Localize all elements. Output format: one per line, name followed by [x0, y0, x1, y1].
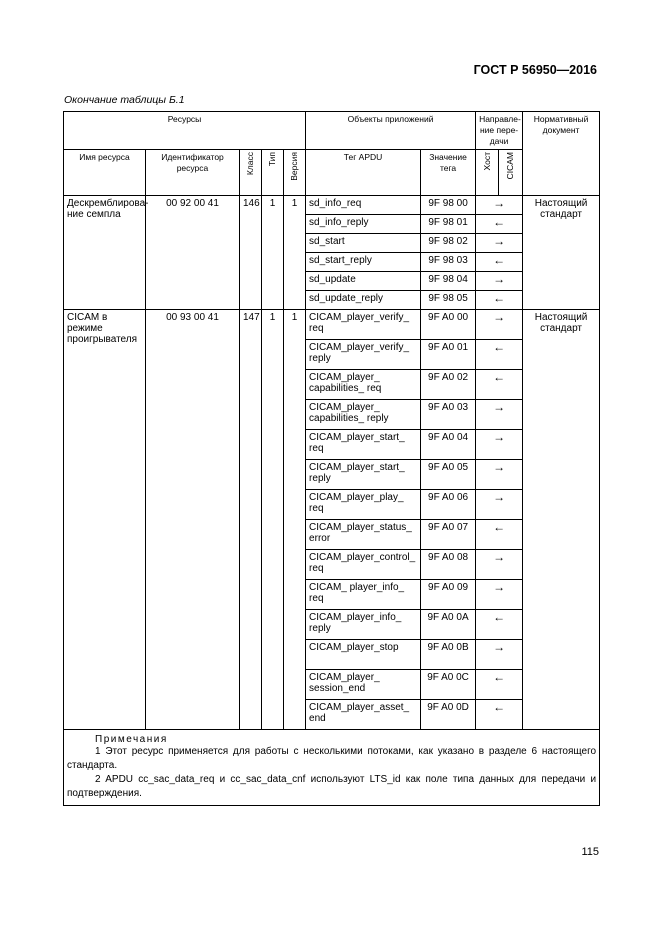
tag-value: 9F 98 01 [421, 215, 476, 234]
tag-value: 9F 98 04 [421, 272, 476, 291]
document-code: ГОСТ Р 56950—2016 [473, 63, 597, 77]
apdu-tag: CICAM_player_verify_ reply [306, 340, 421, 370]
direction-arrow-icon: → [476, 196, 523, 215]
tag-value: 9F A0 00 [421, 310, 476, 340]
apdu-tag: CICAM_ player_info_ req [306, 580, 421, 610]
header-cicam: CICAM [505, 152, 516, 180]
header-res-id: Идентификатор ресурса [146, 150, 240, 196]
header-type: Тип [267, 152, 277, 167]
direction-arrow-icon: → [476, 460, 523, 490]
direction-arrow-icon: → [476, 490, 523, 520]
table-body [64, 112, 600, 806]
resource-id: 00 92 00 41 [146, 196, 240, 310]
apdu-tag: sd_info_reply [306, 215, 421, 234]
table-caption: Окончание таблицы Б.1 [64, 94, 185, 106]
apdu-tag: CICAM_player_start_ reply [306, 460, 421, 490]
tag-value: 9F A0 04 [421, 430, 476, 460]
notes-cell [64, 730, 600, 806]
direction-arrow-icon: → [476, 272, 523, 291]
direction-arrow-icon: → [476, 550, 523, 580]
apdu-tag: sd_update_reply [306, 291, 421, 310]
direction-arrow-icon: → [476, 580, 523, 610]
page-number: 115 [581, 846, 599, 858]
direction-arrow-icon: → [476, 310, 523, 340]
resource-type: 1 [262, 196, 284, 310]
direction-arrow-icon: ← [476, 340, 523, 370]
apdu-tag: CICAM_player_ session_end [306, 670, 421, 700]
header-class: Класс [245, 152, 255, 176]
direction-arrow-icon: ← [476, 610, 523, 640]
header-resources: Ресурсы [64, 112, 306, 150]
header-direction: Направле-ние пере-дачи [476, 112, 523, 150]
header-host-cell [476, 150, 499, 196]
header-version: Версия [289, 152, 300, 181]
tag-value: 9F 98 02 [421, 234, 476, 253]
resource-name: Дескремблирова-ние семпла [64, 196, 146, 310]
direction-arrow-icon: → [476, 640, 523, 670]
resource-id: 00 93 00 41 [146, 310, 240, 730]
tag-value: 9F A0 06 [421, 490, 476, 520]
tag-value: 9F 98 00 [421, 196, 476, 215]
resource-table [63, 111, 600, 806]
tag-value: 9F A0 0A [421, 610, 476, 640]
resource-version: 1 [284, 310, 306, 730]
apdu-tag: sd_start [306, 234, 421, 253]
tag-value: 9F A0 03 [421, 400, 476, 430]
notes-row [64, 730, 600, 806]
apdu-tag: CICAM_player_control_ req [306, 550, 421, 580]
direction-arrow-icon: ← [476, 670, 523, 700]
resource-version: 1 [284, 196, 306, 310]
direction-arrow-icon: → [476, 400, 523, 430]
apdu-tag: sd_start_reply [306, 253, 421, 272]
apdu-tag: CICAM_player_play_ req [306, 490, 421, 520]
resource-name: CICAM в режиме проигрывателя [64, 310, 146, 730]
tag-value: 9F A0 0D [421, 700, 476, 730]
apdu-tag: sd_info_req [306, 196, 421, 215]
tag-value: 9F A0 02 [421, 370, 476, 400]
tag-value: 9F A0 01 [421, 340, 476, 370]
header-version-cell [284, 150, 306, 196]
resource-class: 147 [240, 310, 262, 730]
header-res-name: Имя ресурса [64, 150, 146, 196]
apdu-tag: sd_update [306, 272, 421, 291]
apdu-tag: CICAM_player_ capabilities_ reply [306, 400, 421, 430]
apdu-tag: CICAM_player_stop [306, 640, 421, 670]
tag-value: 9F A0 0C [421, 670, 476, 700]
tag-value: 9F A0 08 [421, 550, 476, 580]
note-item: 1 Этот ресурс применяется для работы с несколькими потоками, как указано в разделе 6 настоящего стандарта. [67, 746, 597, 771]
direction-arrow-icon: ← [476, 253, 523, 272]
resource-class: 146 [240, 196, 262, 310]
apdu-tag: CICAM_player_asset_ end [306, 700, 421, 730]
direction-arrow-icon: ← [476, 700, 523, 730]
normative-doc: Настоящий стандарт [523, 310, 600, 730]
header-host: Хост [481, 152, 492, 171]
header-tag-value: Значение тега [421, 150, 476, 196]
direction-arrow-icon: ← [476, 370, 523, 400]
apdu-tag: CICAM_player_info_ reply [306, 610, 421, 640]
tag-value: 9F A0 07 [421, 520, 476, 550]
header-apdu-tag: Тег APDU [306, 150, 421, 196]
apdu-tag: CICAM_player_verify_ req [306, 310, 421, 340]
header-class-cell [240, 150, 262, 196]
table-row [64, 196, 600, 215]
apdu-tag: CICAM_player_ capabilities_ req [306, 370, 421, 400]
header-type-cell [262, 150, 284, 196]
tag-value: 9F 98 03 [421, 253, 476, 272]
tag-value: 9F A0 05 [421, 460, 476, 490]
notes-title: Примечания [95, 734, 168, 745]
direction-arrow-icon: → [476, 430, 523, 460]
direction-arrow-icon: ← [476, 215, 523, 234]
note-item: 2 APDU cc_sac_data_req и cc_sac_data_cnf используют LTS_id как поле типа данных для передачи и подтверждения. [67, 774, 597, 799]
apdu-tag: CICAM_player_status_ error [306, 520, 421, 550]
direction-arrow-icon: ← [476, 291, 523, 310]
tag-value: 9F A0 09 [421, 580, 476, 610]
header-cicam-cell [499, 150, 523, 196]
tag-value: 9F A0 0B [421, 640, 476, 670]
direction-arrow-icon: → [476, 234, 523, 253]
header-app-objects: Объекты приложений [306, 112, 476, 150]
table-row [64, 310, 600, 340]
header-normative: Нормативный документ [523, 112, 600, 196]
tag-value: 9F 98 05 [421, 291, 476, 310]
apdu-tag: CICAM_player_start_ req [306, 430, 421, 460]
normative-doc: Настоящий стандарт [523, 196, 600, 310]
resource-type: 1 [262, 310, 284, 730]
direction-arrow-icon: ← [476, 520, 523, 550]
